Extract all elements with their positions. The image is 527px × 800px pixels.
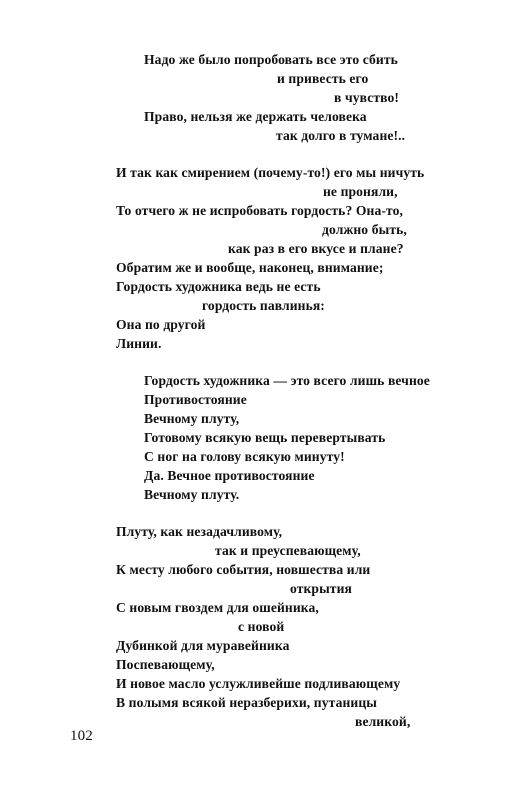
- poem-line: Вечному плуту,: [144, 411, 240, 426]
- poem-line: великой,: [355, 714, 411, 729]
- poem-line: так и преуспевающему,: [215, 543, 361, 558]
- poem-line: с новой: [238, 619, 285, 634]
- poem-line: С новым гвоздем для ошейника,: [116, 600, 319, 615]
- poem-line: К месту любого события, новшества или: [116, 562, 371, 577]
- poem-line: Линии.: [116, 336, 162, 351]
- poem-line: и привесть его: [277, 71, 369, 86]
- poem-line: должно быть,: [322, 222, 407, 237]
- poem-line: То отчего ж не испробовать гордость? Она-то,: [116, 203, 403, 218]
- poem-line: Противостояние: [144, 392, 247, 407]
- poem-line: Дубинкой для муравейника: [116, 638, 290, 653]
- poem-line: не проняли,: [323, 184, 398, 199]
- poem-line: В полымя всякой неразберихи, путаницы: [116, 695, 377, 710]
- poem-line: открытия: [290, 581, 352, 596]
- poem-line: в чувство!: [334, 90, 399, 105]
- poem-line: так долго в тумане!..: [276, 128, 406, 143]
- poem-line: С ног на голову всякую минуту!: [144, 449, 345, 464]
- poem-line: И так как смирением (почему-то!) его мы ничуть: [116, 165, 425, 180]
- poem-line: гордость павлинья:: [202, 298, 325, 313]
- poem-line: как раз в его вкусе и плане?: [228, 241, 404, 256]
- poem-line: Гордость художника ведь не есть: [116, 279, 321, 294]
- page-number: 102: [70, 728, 93, 744]
- poem-line: Да. Вечное противостояние: [144, 468, 315, 483]
- poem-line: Плуту, как незадачливому,: [116, 524, 283, 539]
- poem-line: Поспевающему,: [116, 657, 215, 672]
- poem-line: Обратим же и вообще, наконец, внимание;: [116, 260, 384, 275]
- poem-line: Вечному плуту.: [144, 487, 240, 502]
- poem-line: Гордость художника — это всего лишь вечное: [144, 373, 430, 388]
- poem-line: Право, нельзя же держать человека: [144, 109, 367, 124]
- poem-line: И новое масло услужливейше подливающему: [116, 676, 401, 691]
- poem-line: Она по другой: [116, 317, 206, 332]
- poem-line: Готовому всякую вещь перевертывать: [144, 430, 386, 445]
- poem-line: Надо же было попробовать все это сбить: [144, 52, 398, 67]
